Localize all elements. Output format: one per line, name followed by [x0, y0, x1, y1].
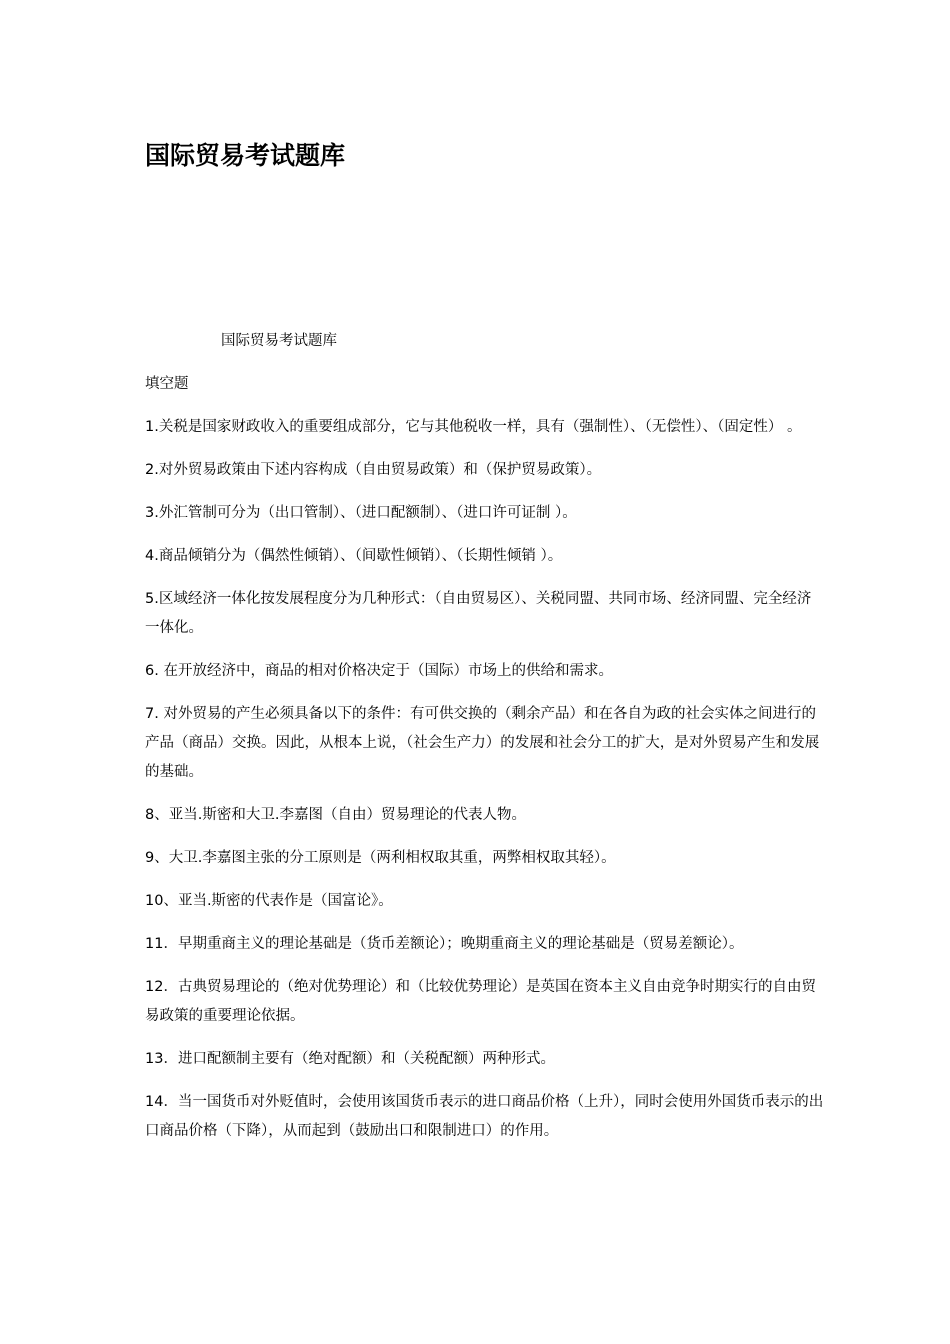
question-paragraph: 1.关税是国家财政收入的重要组成部分，它与其他税收一样，具有（强制性）、（无偿性）、（固定性） 。 [145, 419, 802, 435]
question-paragraph: 14．当一国货币对外贬值时，会使用该国货币表示的进口商品价格（上升），同时会使用外国货币表示的出口商品价格（下降），从而起到（鼓励出口和限制进口）的作用。 [145, 1094, 824, 1139]
document-title: 国际贸易考试题库 [145, 141, 346, 170]
question-paragraph: 7. 对外贸易的产生必须具备以下的条件：有可供交换的（剩余产品）和在各自为政的社会实体之间进行的产品（商品）交换。因此，从根本上说，（社会生产力）的发展和社会分工的扩大，是对外贸易产生和发展的基础。 [145, 706, 820, 780]
question-paragraph: 12．古典贸易理论的（绝对优势理论）和（比较优势理论）是英国在资本主义自由竞争时期实行的自由贸易政策的重要理论依据。 [145, 979, 816, 1024]
section-heading: 填空题 [145, 376, 189, 392]
document-subtitle: 国际贸易考试题库 [221, 333, 337, 349]
question-paragraph: 3.外汇管制可分为（出口管制）、（进口配额制）、（进口许可证制 ）。 [145, 505, 577, 521]
question-paragraph: 8、亚当.斯密和大卫.李嘉图（自由）贸易理论的代表人物。 [145, 807, 526, 823]
question-paragraph: 6. 在开放经济中，商品的相对价格决定于（国际）市场上的供给和需求。 [145, 663, 613, 679]
question-paragraph: 11．早期重商主义的理论基础是（货币差额论）；晚期重商主义的理论基础是（贸易差额论）。 [145, 936, 744, 952]
question-paragraph: 4.商品倾销分为（偶然性倾销）、（间歇性倾销）、（长期性倾销 ）。 [145, 548, 563, 564]
question-paragraph: 10、亚当.斯密的代表作是（国富论》。 [145, 893, 393, 909]
question-paragraph: 13．进口配额制主要有（绝对配额）和（关税配额）两种形式。 [145, 1051, 555, 1067]
question-paragraph: 9、大卫.李嘉图主张的分工原则是（两利相权取其重，两弊相权取其轻）。 [145, 850, 616, 866]
question-paragraph: 5.区域经济一体化按发展程度分为几种形式：（自由贸易区）、关税同盟、共同市场、经济同盟、完全经济一体化。 [145, 591, 812, 636]
document-body [145, 327, 825, 1160]
question-paragraph: 2.对外贸易政策由下述内容构成（自由贸易政策）和（保护贸易政策）。 [145, 462, 602, 478]
